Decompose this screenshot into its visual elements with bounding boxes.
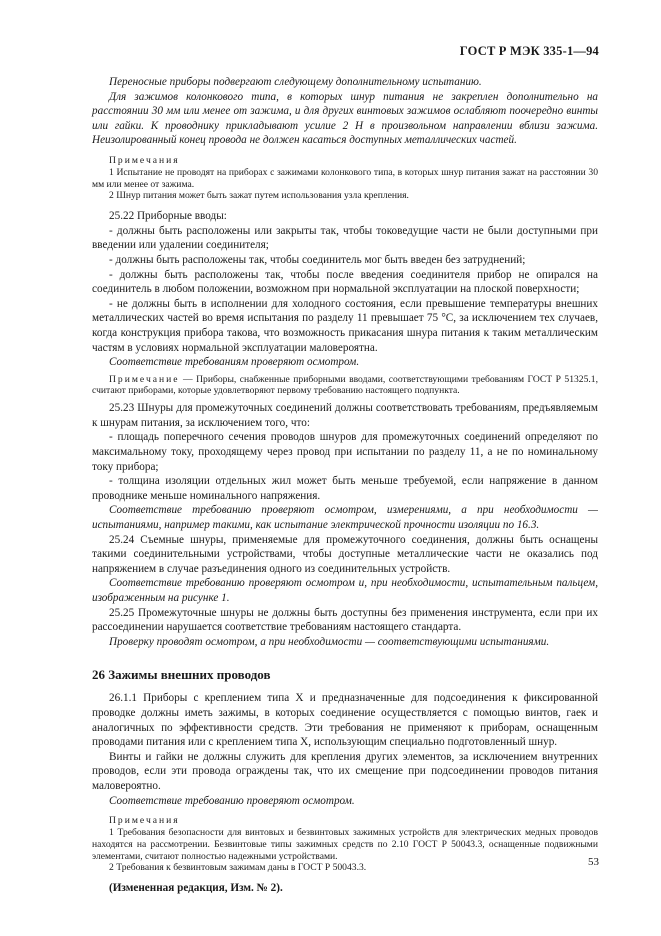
list-item: - должны быть расположены так, чтобы соединитель мог быть введен без затруднений; xyxy=(109,253,526,266)
note-item: 2 Требования к безвинтовым зажимам даны в ГОСТ Р 50043.3. xyxy=(109,862,367,874)
note-paragraph xyxy=(92,374,598,398)
clause-25-23: 25.23 Шнуры для промежуточных соединений должны соответствовать требованиям, предъявляемым к шнурам питания, за исключением того, что: xyxy=(92,402,598,429)
paragraph-screws-nuts: Винты и гайки не должны служить для крепления других элементов, за исключением внутренних проводов, если эти провода ограждены так, что их смещение при подсоединении проводов питания маловероятно. xyxy=(92,750,598,792)
notes-heading: Примечания xyxy=(109,154,180,166)
note-item: 1 Требования безопасности для винтовых и безвинтовых зажимных устройств для электрических медных проводов находятся на рассмотрении. Безвинтовые типы зажимных средств по 2.10 ГОСТ Р 50043.3, оснащенные подвижными элементами, считают полностью надежными устройствами. xyxy=(92,826,598,862)
compliance-check: Соответствие требованию проверяют осмотром. xyxy=(109,794,355,807)
compliance-check: Соответствие требованию проверяют осмотром и, при необходимости, испытательным пальцем, изображенным на рисунке 1. xyxy=(92,577,598,604)
compliance-check: Соответствие требованию проверяют осмотром, измерениями, а при необходимости — испытаниями, например такими, как испытание электрической прочности изоляции по 16.3. xyxy=(92,504,598,532)
note-item: 1 Испытание не проводят на приборах с зажимами колонкового типа, в которых шнур питания зажат на расстоянии 30 мм или менее от зажима. xyxy=(92,166,598,190)
clause-25-22: 25.22 Приборные вводы: xyxy=(109,210,227,223)
clause-26-1-1: 26.1.1 Приборы с креплением типа X и предназначенные для подсоединения к фиксированной проводке должны иметь зажимы, в которых соединение осуществляется с помощью винтов, гаек и аналогичных по эффективности средств. Эти требования не применяют к приборам, оснащенным проводами питания или с креплением типа X, использующим специально подготовленный шнур. xyxy=(92,692,598,749)
note-text: — Приборы, снабженные приборными вводами, соответствующими требованиям ГОСТ Р 51325.1, считают приборами, которые удовлетворяют первому требованию настоящего подпункта. xyxy=(92,373,598,397)
list-item: - должны быть расположены или закрыты так, чтобы токоведущие части не были доступными при введении или удалении соединителя; xyxy=(92,224,598,252)
clause-25-25: 25.25 Промежуточные шнуры не должны быть доступны без применения инструмента, если при их рассоединении нарушается соответствие требованиям настоящего стандарта. xyxy=(92,606,598,634)
clause-25-24: 25.24 Съемные шнуры, применяемые для промежуточного соединения, должны быть оснащены такими соединительными устройствами, чтобы доступные металлические части не оказались под напряжением в случае разъединения одного из соединительных устройств. xyxy=(92,533,598,575)
paragraph-portable-devices: Переносные приборы подвергают следующему дополнительному испытанию. xyxy=(109,76,482,88)
list-item: - не должны быть в исполнении для холодного состояния, если превышение температуры внешних металлических частей во время испытания по разделу 11 превышает 75 °С, за исключением тех случаев, когда конструкция прибора такова, что возможность прикасания шнура питания к таким металлическим частям в условиях нормальной эксплуатации маловероятна. xyxy=(92,297,598,354)
amendment-note: (Измененная редакция, Изм. № 2). xyxy=(109,882,283,895)
notes-heading: Примечания xyxy=(109,815,180,827)
list-item: - толщина изоляции отдельных жил может быть меньше требуемой, если напряжение в данном проводнике меньше номинального напряжения. xyxy=(92,475,598,502)
note-item: 2 Шнур питания может быть зажат путем использования узла крепления. xyxy=(109,190,409,202)
standard-header: ГОСТ Р МЭК 335-1—94 xyxy=(459,44,599,58)
page-number: 53 xyxy=(588,856,599,868)
list-item: - площадь поперечного сечения проводов шнуров для промежуточных соединений определяют по максимальному току, проходящему через провод при испытании по разделу 11, а не по номинальному току прибора; xyxy=(92,431,598,473)
compliance-check: Соответствие требованиям проверяют осмотром. xyxy=(109,356,360,369)
compliance-check: Проверку проводят осмотром, а при необходимости — соответствующими испытаниями. xyxy=(109,635,550,648)
note-label: Примечание xyxy=(109,373,180,385)
section-26-title: 26 Зажимы внешних проводов xyxy=(92,667,271,683)
page-content xyxy=(92,75,598,896)
paragraph-column-terminals: Для зажимов колонкового типа, в которых шнур питания не закреплен дополнительно на расстоянии 30 мм или менее от зажима, и для других винтовых зажимов ослабляют поочередно винты или гайки. К проводнику прикладывают усилие 2 Н в произвольном направлении вблизи зажима. Неизолированный конец провода не должен касаться доступных металлических частей. xyxy=(92,90,598,147)
list-item: - должны быть расположены так, чтобы после введения соединителя прибор не опирался на соединитель в любом положении, возможном при нормальной эксплуатации на плоской поверхности; xyxy=(92,268,598,296)
